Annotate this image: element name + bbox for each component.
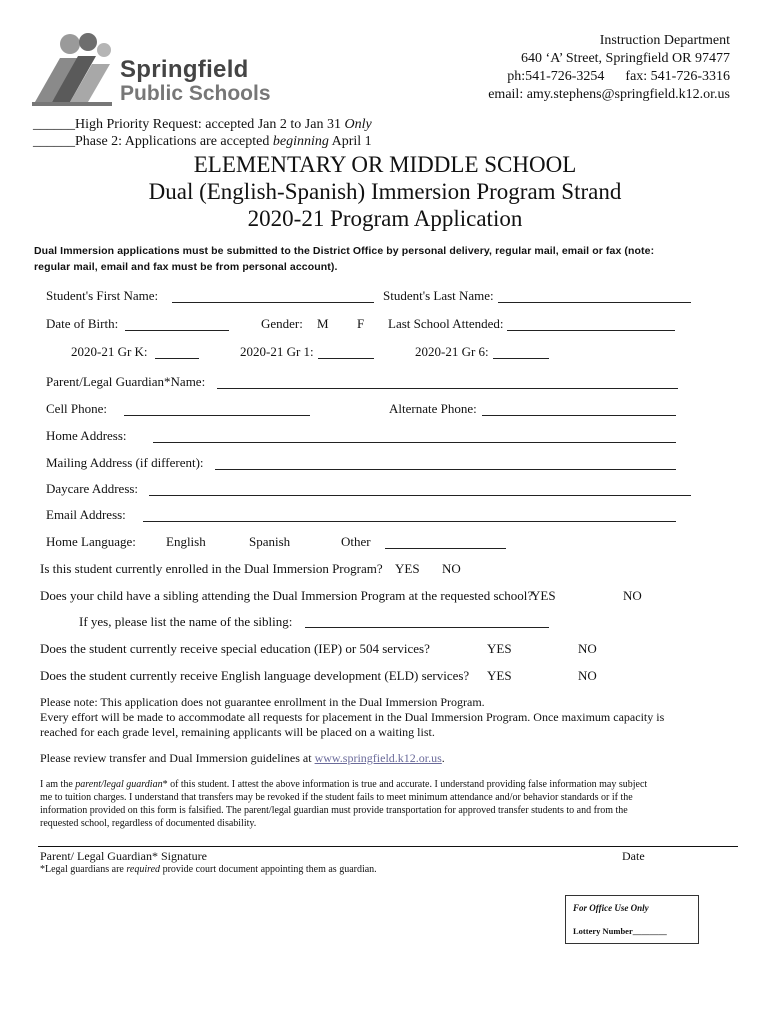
contact-email: email: amy.stephens@springfield.k12.or.us [488,87,730,102]
sibling-yes-option[interactable]: YES [531,588,556,603]
street-address: 640 ‘A’ Street, Springfield OR 97477 [521,51,730,66]
lang-spanish-option[interactable]: Spanish [249,534,291,549]
alt-phone-field[interactable] [482,415,676,416]
phone-fax-line [488,68,730,86]
attestation-line-2: me to tuition charges. I understand that transfers may be revoked if the student fails to meet minimum attendance and/or behavior standards or if the [40,792,633,803]
dob-label: Date of Birth: [46,316,119,331]
last-school-field[interactable] [507,330,675,331]
home-address-label: Home Address: [46,428,127,443]
logo-wordmark-bottom: Public Schools [120,82,271,105]
fax-number: fax: 541-726-3316 [625,69,730,84]
note-line-2: Every effort will be made to accommodate all requests for placement in the Dual Immersion Program. Once maximum capacity is [40,710,665,724]
gr-1-label: 2020-21 Gr 1: [240,344,314,359]
signature-line[interactable] [38,846,738,847]
gr-1-field[interactable] [318,358,374,359]
gr-6-label: 2020-21 Gr 6: [415,344,489,359]
gr-k-field[interactable] [155,358,199,359]
daycare-address-field[interactable] [149,495,691,496]
sibling-name-label: If yes, please list the name of the sibling: [79,614,293,629]
page-title-line-3: 2020-21 Program Application [247,206,523,231]
priority-line-2: ______Phase 2: Applications are accepted beginning April 1 [33,134,372,149]
lang-other-field[interactable] [385,548,506,549]
sibling-name-field[interactable] [305,627,549,628]
note-line-1: Please note: This application does not guarantee enrollment in the Dual Immersion Program. [40,695,485,709]
mailing-address-field[interactable] [215,469,676,470]
guardian-name-field[interactable] [217,388,678,389]
guidelines-line: Please review transfer and Dual Immersion guidelines at www.springfield.k12.or.us. [40,751,445,765]
home-address-field[interactable] [153,442,676,443]
logo-wordmark-top: Springfield [120,56,249,83]
eld-no-option[interactable]: NO [578,668,597,683]
submission-notice-1: Dual Immersion applications must be submitted to the District Office by personal delivery, regular mail, email or fax (note: [34,245,655,257]
lang-other-option[interactable]: Other [341,534,371,549]
enrolled-question: Is this student currently enrolled in the Dual Immersion Program? [40,561,383,576]
iep-no-option[interactable]: NO [578,641,597,656]
cell-phone-label: Cell Phone: [46,401,108,416]
cell-phone-field[interactable] [124,415,310,416]
page-title-line-1: ELEMENTARY OR MIDDLE SCHOOL [193,152,577,177]
district-logo [30,30,270,110]
first-name-label: Student's First Name: [46,288,159,303]
page-title-line-2: Dual (English-Spanish) Immersion Program Strand [148,179,622,204]
gender-label: Gender: [261,316,303,331]
district-website-link[interactable]: www.springfield.k12.or.us [314,751,442,765]
sibling-question: Does your child have a sibling attending the Dual Immersion Program at the requested school? [40,588,534,603]
attestation-line-4: requested school, regardless of documented disability. [40,818,257,829]
phone-number: ph:541-726-3254 [507,69,605,84]
last-school-label: Last School Attended: [388,316,504,331]
dob-field[interactable] [125,330,229,331]
lottery-number-field[interactable]: Lottery Number________ [573,926,667,936]
last-name-field[interactable] [498,302,691,303]
submission-notice-2: regular mail, email and fax must be from personal account). [34,261,338,273]
people-logo-icon [30,30,130,110]
office-use-title: For Office Use Only [573,903,649,913]
first-name-field[interactable] [172,302,374,303]
contact-block [488,32,730,104]
guardian-name-label: Parent/Legal Guardian*Name: [46,374,206,389]
email-address-field[interactable] [143,521,676,522]
attestation-line-3: information provided on this form is falsified. The parent/legal guardian must provide transportation for approved transfer students to and from the [40,805,628,816]
eld-yes-option[interactable]: YES [487,668,512,683]
date-label: Date [622,849,645,863]
gender-m-option[interactable]: M [317,316,329,331]
iep-yes-option[interactable]: YES [487,641,512,656]
enrolled-no-option[interactable]: NO [442,561,461,576]
gr-6-field[interactable] [493,358,549,359]
priority-blank-1[interactable]: ______ [33,117,75,132]
enrolled-yes-option[interactable]: YES [395,561,420,576]
note-line-3: reached for each grade level, remaining applicants will be placed on a waiting list. [40,725,435,739]
priority-blank-2[interactable]: ______ [33,134,75,149]
mailing-address-label: Mailing Address (if different): [46,455,204,470]
sibling-no-option[interactable]: NO [623,588,642,603]
guardian-footnote: *Legal guardians are required provide court document appointing them as guardian. [40,864,377,875]
home-language-label: Home Language: [46,534,136,549]
attestation-line-1: I am the parent/legal guardian* of this student. I attest the above information is true and accurate. I understand providing false information may subject [40,779,648,790]
office-use-box [565,895,699,944]
eld-question: Does the student currently receive English language development (ELD) services? [40,668,470,683]
gr-k-label: 2020-21 Gr K: [71,344,148,359]
last-name-label: Student's Last Name: [383,288,494,303]
alt-phone-label: Alternate Phone: [389,401,477,416]
daycare-address-label: Daycare Address: [46,481,139,496]
priority-line-1: ______High Priority Request: accepted Jan 2 to Jan 31 Only [33,117,372,132]
iep-question: Does the student currently receive special education (IEP) or 504 services? [40,641,430,656]
department-name: Instruction Department [599,33,730,48]
lang-english-option[interactable]: English [166,534,206,549]
signature-label: Parent/ Legal Guardian* Signature [40,849,207,863]
gender-f-option[interactable]: F [357,316,365,331]
email-address-label: Email Address: [46,507,126,522]
